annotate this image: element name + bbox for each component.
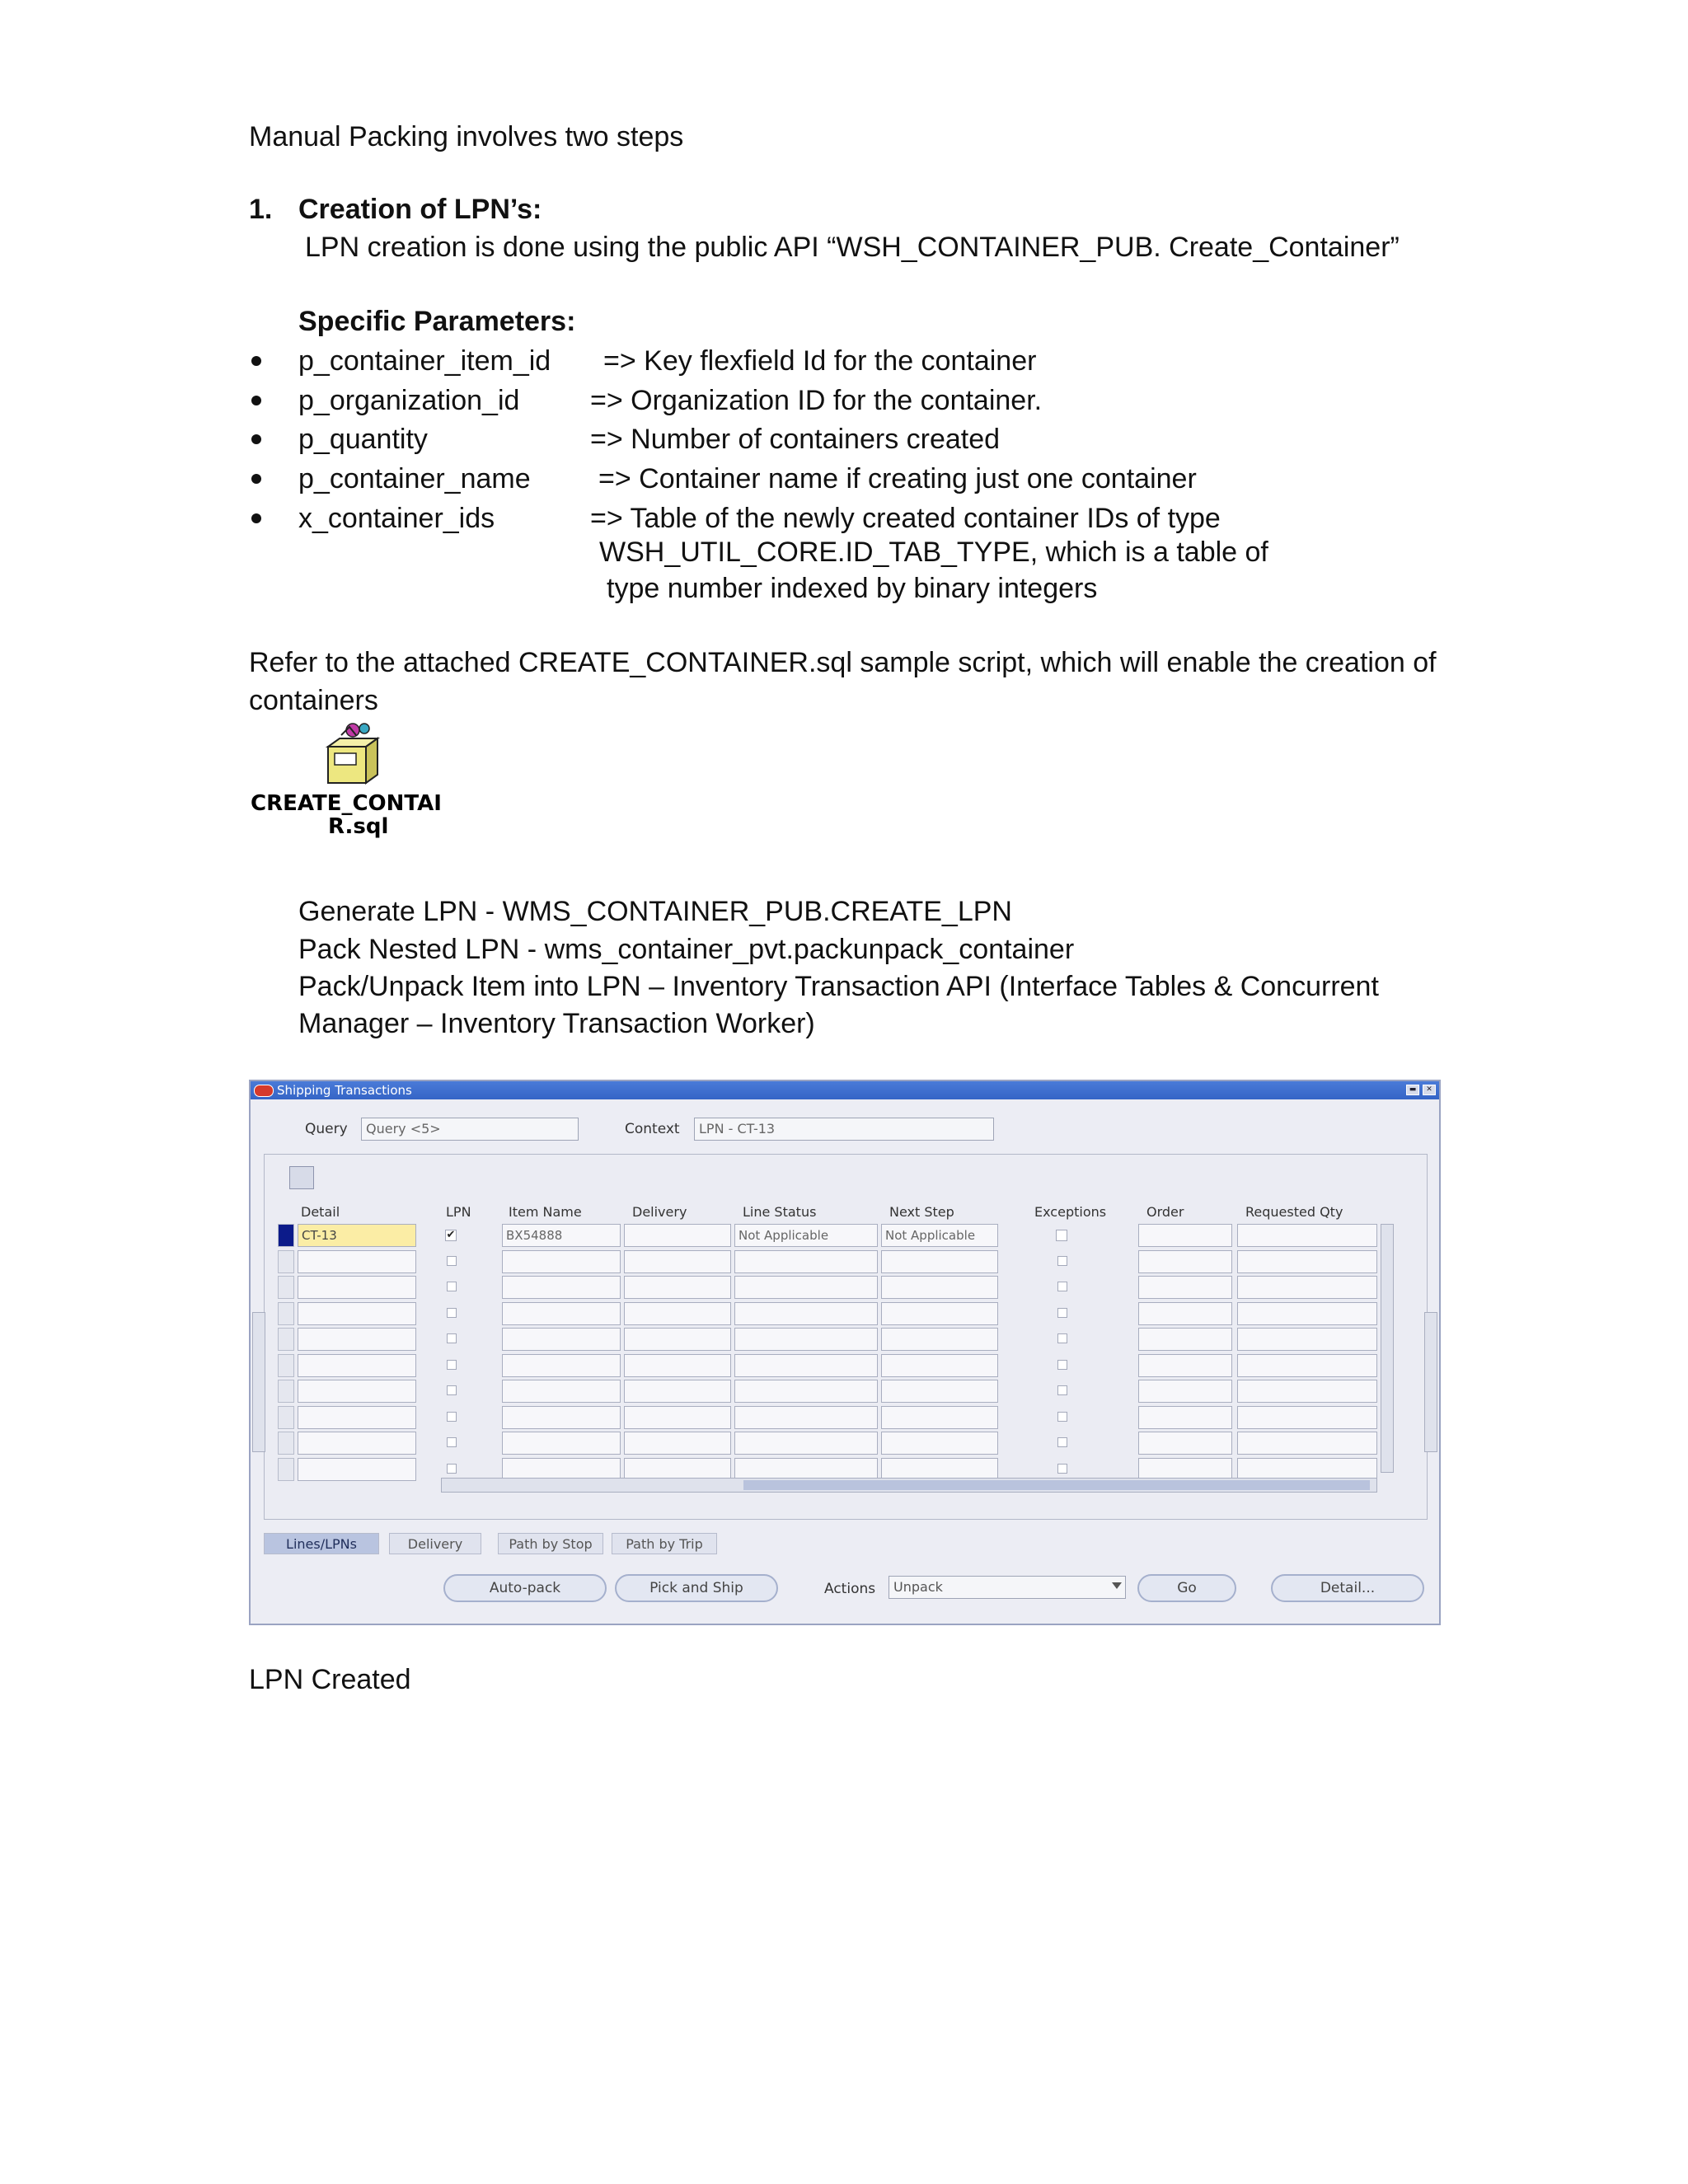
grid-cell[interactable] — [881, 1406, 998, 1429]
lpn-checkbox[interactable] — [447, 1333, 457, 1343]
lpn-checkbox[interactable] — [447, 1308, 457, 1318]
grid-cell[interactable] — [734, 1276, 878, 1299]
exceptions-checkbox[interactable] — [1057, 1464, 1067, 1474]
bullet-icon — [251, 356, 261, 366]
results-panel — [264, 1154, 1428, 1520]
column-header: Delivery — [632, 1204, 687, 1220]
bullet-icon — [251, 513, 261, 523]
column-header: LPN — [446, 1204, 471, 1220]
attachment-sql-file[interactable] — [249, 722, 471, 846]
exceptions-checkbox[interactable] — [1057, 1360, 1067, 1370]
actions-value: Unpack — [893, 1579, 943, 1595]
grid-cell[interactable] — [734, 1406, 878, 1429]
grid-cell[interactable] — [624, 1432, 731, 1455]
exceptions-checkbox[interactable] — [1057, 1282, 1067, 1291]
grid-cell[interactable] — [734, 1302, 878, 1325]
exceptions-checkbox[interactable] — [1057, 1437, 1067, 1447]
grid-cell[interactable] — [1138, 1432, 1232, 1455]
grid-cell[interactable] — [502, 1354, 621, 1377]
row-indicator[interactable] — [278, 1302, 294, 1325]
order-cell[interactable] — [1138, 1224, 1232, 1247]
vertical-scrollbar[interactable] — [1381, 1224, 1394, 1473]
row-indicator[interactable] — [278, 1458, 294, 1481]
grid-cell[interactable] — [1237, 1276, 1377, 1299]
api-line: Pack Nested LPN - wms_container_pvt.packunpack_container — [298, 934, 1075, 965]
detail-button[interactable]: Detail... — [1271, 1574, 1424, 1602]
query-label: Query — [305, 1121, 348, 1137]
param-desc: => Number of containers created — [590, 424, 1001, 455]
bullet-icon — [251, 434, 261, 444]
grid-cell[interactable] — [298, 1250, 416, 1273]
tab-path-by-trip[interactable]: Path by Trip — [612, 1533, 717, 1554]
bullet-icon — [251, 396, 261, 405]
horizontal-scrollbar[interactable] — [441, 1478, 1377, 1493]
grid-cell[interactable] — [624, 1328, 731, 1351]
grid-cell[interactable] — [734, 1380, 878, 1403]
grid-cell[interactable] — [502, 1432, 621, 1455]
column-header: Exceptions — [1034, 1204, 1107, 1220]
tab-delivery[interactable]: Delivery — [389, 1533, 481, 1554]
grid-cell[interactable] — [1138, 1380, 1232, 1403]
grid-cell[interactable] — [298, 1432, 416, 1455]
column-header: Order — [1146, 1204, 1184, 1220]
row-indicator[interactable] — [278, 1276, 294, 1299]
column-header: Line Status — [743, 1204, 817, 1220]
grid-cell[interactable] — [502, 1380, 621, 1403]
grid-cell[interactable] — [1237, 1302, 1377, 1325]
grid-cell[interactable] — [734, 1432, 878, 1455]
qty-cell[interactable] — [1237, 1224, 1377, 1247]
grid-cell[interactable] — [298, 1406, 416, 1429]
lpn-checkbox[interactable]: ✔ — [446, 1229, 456, 1241]
lpn-checkbox[interactable] — [447, 1412, 457, 1422]
lpn-checkbox[interactable] — [447, 1360, 457, 1370]
param-desc: => Organization ID for the container. — [590, 385, 1043, 416]
attachment-label-cont: R.sql — [328, 814, 389, 839]
query-field[interactable]: Query <5> — [361, 1118, 579, 1141]
section-description: LPN creation is done using the public API “WSH_CONTAINER_PUB. Create_Container” — [305, 232, 1400, 263]
line-status-cell[interactable]: Not Applicable — [734, 1224, 878, 1247]
grid-cell[interactable] — [1237, 1432, 1377, 1455]
exceptions-checkbox[interactable] — [1057, 1385, 1067, 1395]
grid-cell[interactable] — [1138, 1328, 1232, 1351]
window-title: Shipping Transactions — [277, 1083, 412, 1098]
param-name: p_organization_id — [298, 385, 520, 416]
param-name: x_container_ids — [298, 503, 495, 534]
param-desc: => Table of the newly created container IDs of type — [590, 503, 1221, 534]
go-button[interactable]: Go — [1137, 1574, 1236, 1602]
grid-cell[interactable] — [881, 1276, 998, 1299]
param-name: p_container_item_id — [298, 345, 551, 377]
section-title: Creation of LPN’s: — [298, 194, 542, 225]
exceptions-checkbox[interactable] — [1057, 1256, 1067, 1266]
grid-cell[interactable] — [624, 1250, 731, 1273]
grid-cell[interactable] — [881, 1380, 998, 1403]
lpn-checkbox[interactable] — [447, 1256, 457, 1266]
grid-cell[interactable] — [1138, 1354, 1232, 1377]
grid-cell[interactable] — [624, 1380, 731, 1403]
api-line: Manager – Inventory Transaction Worker) — [298, 1008, 815, 1039]
param-desc-cont: type number indexed by binary integers — [607, 573, 1098, 604]
row-indicator[interactable] — [278, 1224, 294, 1247]
row-indicator[interactable] — [278, 1380, 294, 1403]
tab-lines-lpns[interactable]: Lines/LPNs — [264, 1533, 379, 1554]
next-step-cell[interactable]: Not Applicable — [881, 1224, 998, 1247]
tab-path-by-stop[interactable]: Path by Stop — [498, 1533, 603, 1554]
window-left-scrollbar[interactable] — [252, 1312, 265, 1452]
row-indicator[interactable] — [278, 1432, 294, 1455]
lpn-checkbox[interactable] — [447, 1385, 457, 1395]
grid-cell[interactable] — [298, 1328, 416, 1351]
grid-cell[interactable] — [1138, 1302, 1232, 1325]
auto-pack-button[interactable]: Auto-pack — [443, 1574, 607, 1602]
context-field[interactable]: LPN - CT-13 — [694, 1118, 994, 1141]
api-line: Generate LPN - WMS_CONTAINER_PUB.CREATE_LPN — [298, 896, 1012, 927]
grid-cell[interactable] — [298, 1302, 416, 1325]
grid-cell[interactable] — [298, 1354, 416, 1377]
grid-cell[interactable] — [624, 1406, 731, 1429]
grid-cell[interactable] — [1138, 1250, 1232, 1273]
context-label: Context — [625, 1121, 680, 1137]
grid-cell[interactable] — [1237, 1380, 1377, 1403]
refer-text: Refer to the attached CREATE_CONTAINER.sql sample script, which will enable the creation of — [249, 647, 1437, 678]
package-file-icon — [316, 722, 391, 788]
grid-cell[interactable] — [502, 1276, 621, 1299]
column-header: Detail — [301, 1204, 340, 1220]
grid-cell[interactable] — [1237, 1250, 1377, 1273]
grid-cell[interactable] — [1138, 1406, 1232, 1429]
param-desc: => Container name if creating just one container — [598, 463, 1197, 494]
grid-cell[interactable] — [298, 1276, 416, 1299]
grid-cell[interactable] — [881, 1432, 998, 1455]
grid-cell[interactable] — [1138, 1276, 1232, 1299]
bullet-icon — [251, 474, 261, 484]
grid-cell[interactable] — [734, 1328, 878, 1351]
exceptions-checkbox[interactable] — [1056, 1230, 1067, 1241]
actions-select[interactable] — [889, 1576, 1126, 1599]
row-indicator[interactable] — [278, 1406, 294, 1429]
api-line: Pack/Unpack Item into LPN – Inventory Transaction API (Interface Tables & Concurrent — [298, 971, 1379, 1002]
row-indicator[interactable] — [278, 1354, 294, 1377]
caption: LPN Created — [249, 1664, 411, 1695]
delivery-cell[interactable] — [624, 1224, 731, 1247]
grid-cell[interactable] — [1237, 1328, 1377, 1351]
lpn-checkbox[interactable] — [447, 1464, 457, 1474]
item-cell[interactable]: BX54888 — [502, 1224, 621, 1247]
grid-cell[interactable] — [624, 1302, 731, 1325]
param-desc: => Key flexfield Id for the container — [603, 345, 1037, 377]
close-icon[interactable]: ✕ — [1423, 1085, 1436, 1095]
param-name: p_quantity — [298, 424, 428, 455]
chevron-down-icon — [1112, 1582, 1122, 1589]
detail-cell[interactable]: CT-13 — [298, 1224, 416, 1247]
grid-cell[interactable] — [502, 1328, 621, 1351]
grid-cell[interactable] — [881, 1250, 998, 1273]
oracle-logo-icon — [254, 1085, 274, 1097]
grid-cell[interactable] — [298, 1380, 416, 1403]
attachment-label: CREATE_CONTAI — [251, 791, 442, 816]
actions-label: Actions — [824, 1581, 876, 1597]
grid-cell[interactable] — [624, 1354, 731, 1377]
grid-cell[interactable] — [734, 1354, 878, 1377]
folder-icon[interactable] — [289, 1166, 314, 1189]
grid-cell[interactable] — [881, 1302, 998, 1325]
column-header: Requested Qty — [1245, 1204, 1343, 1220]
shipping-transactions-window — [249, 1080, 1441, 1625]
param-name: p_container_name — [298, 463, 531, 494]
column-header: Item Name — [509, 1204, 582, 1220]
column-header: Next Step — [889, 1204, 954, 1220]
grid-cell[interactable] — [502, 1406, 621, 1429]
grid-cell[interactable] — [502, 1250, 621, 1273]
row-indicator[interactable] — [278, 1328, 294, 1351]
pick-and-ship-button[interactable]: Pick and Ship — [615, 1574, 778, 1602]
grid-cell[interactable] — [734, 1250, 878, 1273]
minimize-icon[interactable]: ▬ — [1406, 1085, 1419, 1095]
window-right-scrollbar[interactable] — [1424, 1312, 1437, 1452]
grid-cell[interactable] — [502, 1302, 621, 1325]
row-indicator[interactable] — [278, 1250, 294, 1273]
refer-text-cont: containers — [249, 685, 378, 716]
grid-cell[interactable] — [298, 1458, 416, 1481]
exceptions-checkbox[interactable] — [1057, 1412, 1067, 1422]
exceptions-checkbox[interactable] — [1057, 1333, 1067, 1343]
param-desc-cont: WSH_UTIL_CORE.ID_TAB_TYPE, which is a table of — [599, 537, 1268, 568]
params-heading: Specific Parameters: — [298, 306, 576, 337]
lpn-checkbox[interactable] — [447, 1282, 457, 1291]
section-number: 1. — [249, 194, 273, 225]
grid-cell[interactable] — [881, 1328, 998, 1351]
grid-cell[interactable] — [881, 1354, 998, 1377]
grid-cell[interactable] — [624, 1276, 731, 1299]
intro-text: Manual Packing involves two steps — [249, 121, 684, 152]
lpn-checkbox[interactable] — [447, 1437, 457, 1447]
grid-cell[interactable] — [1237, 1354, 1377, 1377]
grid-cell[interactable] — [1237, 1406, 1377, 1429]
window-titlebar — [251, 1081, 1439, 1099]
exceptions-checkbox[interactable] — [1057, 1308, 1067, 1318]
